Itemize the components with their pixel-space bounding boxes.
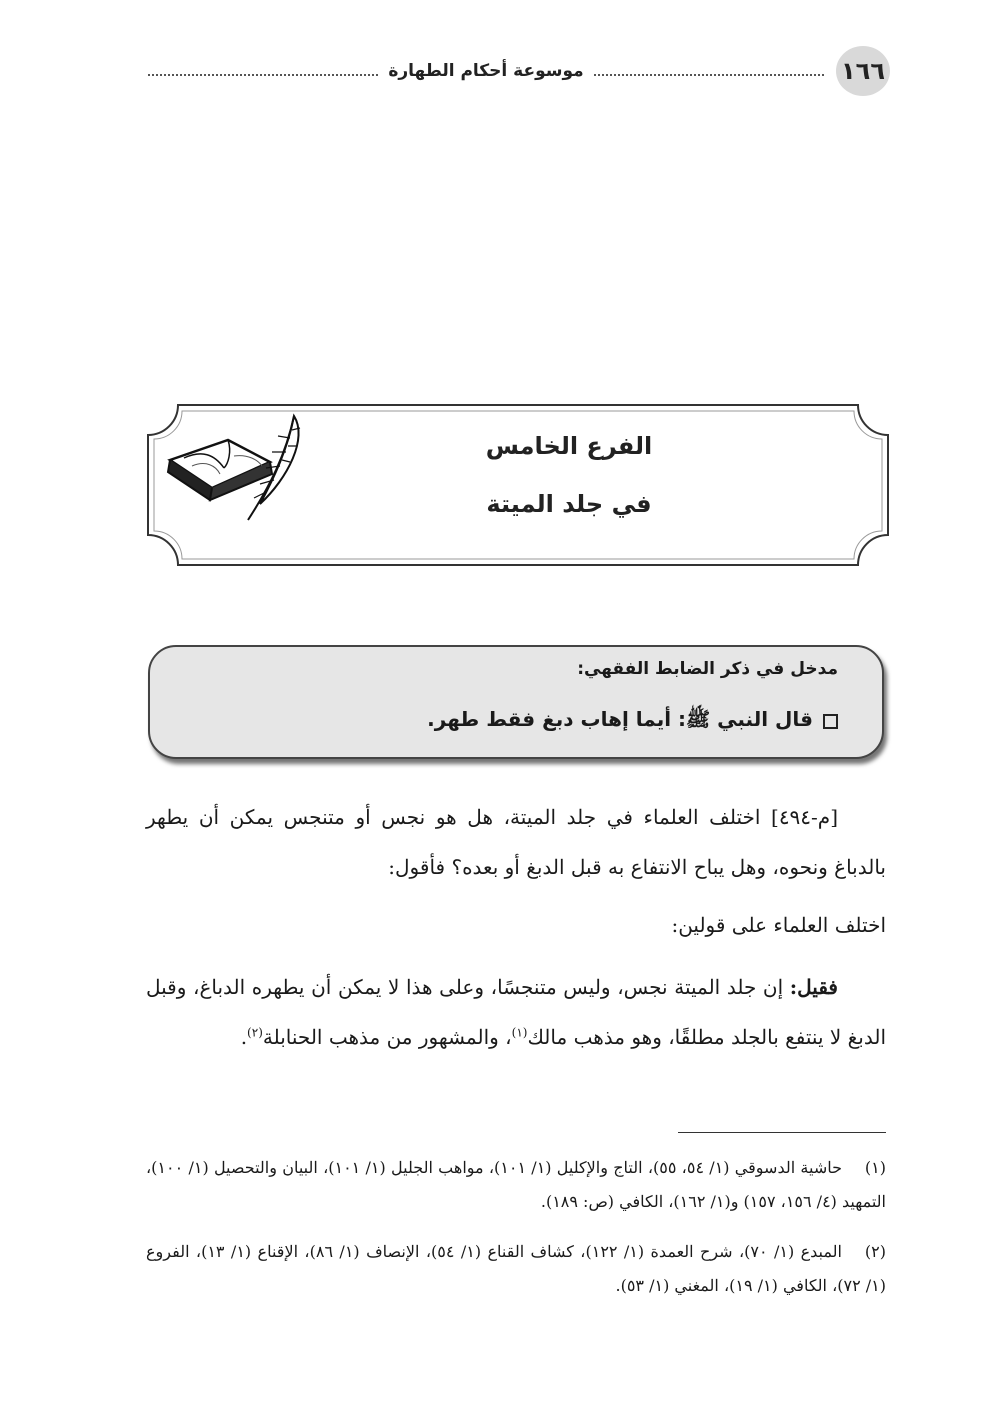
book-title: موسوعة أحكام الطهارة (388, 61, 584, 81)
square-bullet-icon (823, 714, 838, 729)
footnote-1 (146, 1151, 886, 1219)
footnote-2 (146, 1235, 886, 1303)
footnote-1-text: حاشية الدسوقي (١/ ٥٤، ٥٥)، التاج والإكليل (١/ ١٠١)، مواهب الجليل (١/ ١٠١)، البيان والتحصيل (١/ ١٠٠)، التمهيد (٤/ ١٥٦، ١٥٧) و(١/ ١٦٢)، الكافي (ص: ١٨٩). (146, 1158, 886, 1211)
chapter-subtitle: في جلد الميتة (486, 490, 652, 518)
page-number-badge (836, 46, 890, 96)
chapter-title: الفرع الخامس (485, 432, 653, 460)
paragraph-two-opinions: اختلف العلماء على قولين: (671, 913, 886, 937)
chapter-frame (144, 402, 892, 568)
footnote-ref-2[interactable]: (٢) (247, 1025, 263, 1040)
footnote-2-number: (٢) (864, 1242, 886, 1261)
book-quill-icon (162, 408, 307, 528)
rule-statement (427, 707, 838, 736)
header-dotted-leader-right (594, 74, 824, 76)
first-opinion-label: فقيل: (789, 975, 838, 999)
first-opinion-text-1: إن جلد الميتة نجس، وليس متنجسًا، وعلى هذا لا يمكن أن يطهره الدباغ، وقبل الدبغ لا ينتفع بالجلد مطلقًا، وهو مذهب مالك (146, 975, 886, 1049)
header-dotted-leader-left (148, 74, 378, 76)
rule-heading: مدخل في ذكر الضابط الفقهي: (577, 659, 838, 679)
footnote-separator (678, 1132, 886, 1133)
page-number: ١٦٦ (841, 57, 885, 85)
first-opinion-end: . (240, 1025, 248, 1049)
paragraph-first-opinion (146, 962, 886, 1062)
rule-text: قال النبي ﷺ: أيما إهاب دبغ فقط طهر. (427, 707, 813, 731)
footnote-ref-1[interactable]: (١) (511, 1025, 528, 1040)
fiqh-rule-box (148, 645, 884, 759)
footnote-2-text: المبدع (١/ ٧٠)، شرح العمدة (١/ ١٢٢)، كشاف القناع (١/ ٥٤)، الإنصاف (١/ ٨٦)، الإقناع (١/ ١٣)، الفروع (١/ ٧٢)، الكافي (١/ ١٩)، المغني (١/ ٥٣). (146, 1242, 886, 1295)
first-opinion-text-2: ، والمشهور من مذهب الحنابلة (262, 1025, 512, 1049)
running-header (148, 56, 824, 86)
footnote-1-number: (١) (864, 1158, 886, 1177)
paragraph-intro: [م-٤٩٤] اختلف العلماء في جلد الميتة، هل هو نجس أو متنجس يمكن أن يطهر بالدباغ ونحوه، وهل يباح الانتفاع به قبل الدبغ أو بعده؟ فأقول: (146, 805, 886, 879)
